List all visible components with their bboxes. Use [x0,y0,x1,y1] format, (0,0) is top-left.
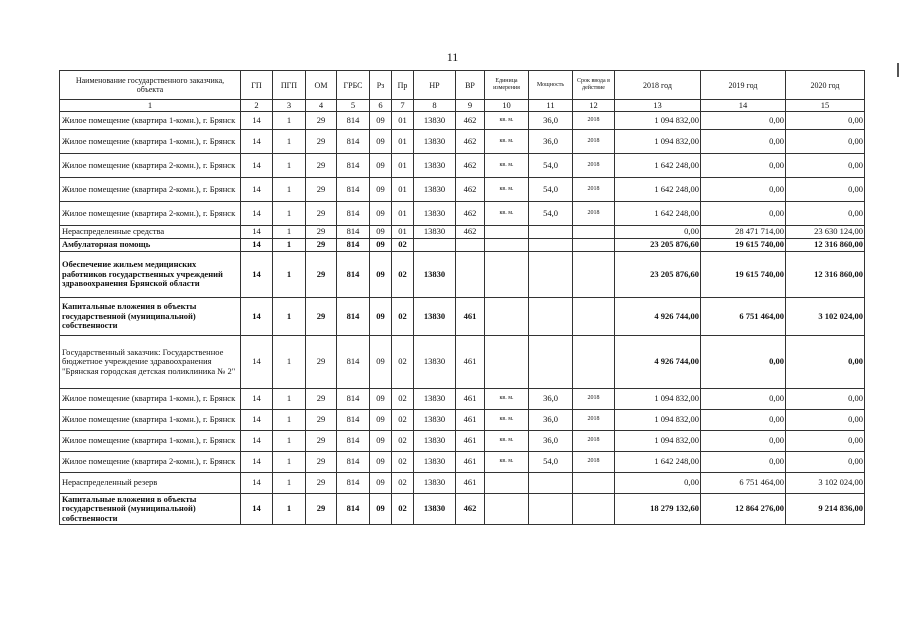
cell-pgp: 1 [273,130,306,154]
cell-vr: 461 [456,298,485,336]
column-header-y2018: 2018 год [615,71,701,100]
cell-unit: кв. м. [485,431,529,452]
cell-rz: 09 [370,154,392,178]
cell-y2020: 0,00 [786,154,865,178]
column-number: 6 [370,100,392,112]
cell-commission-year [573,473,615,494]
cell-unit: кв. м. [485,178,529,202]
cell-y2020: 0,00 [786,452,865,473]
cell-name: Жилое помещение (квартира 2-комн.), г. Брянск [60,452,241,473]
cell-pgp: 1 [273,431,306,452]
cell-commission-year: 2018 [573,410,615,431]
cell-y2019: 0,00 [701,130,786,154]
cell-pgp: 1 [273,252,306,298]
table-row [60,252,865,298]
cell-commission-year: 2018 [573,154,615,178]
cell-y2019: 0,00 [701,336,786,389]
cell-y2018: 1 642 248,00 [615,154,701,178]
cell-capacity: 54,0 [529,452,573,473]
table-row [60,494,865,525]
column-number: 10 [485,100,529,112]
table-row [60,154,865,178]
cell-nr: 13830 [414,154,456,178]
column-number: 4 [306,100,337,112]
cell-name: Жилое помещение (квартира 1-комн.), г. Брянск [60,431,241,452]
cell-y2020: 23 630 124,00 [786,226,865,239]
table-row [60,410,865,431]
cell-y2020: 0,00 [786,178,865,202]
table-row [60,473,865,494]
cell-vr [456,252,485,298]
cell-pr: 02 [392,252,414,298]
cell-name: Жилое помещение (квартира 1-комн.), г. Брянск [60,410,241,431]
cell-gp: 14 [241,178,273,202]
cell-name: Жилое помещение (квартира 1-комн.), г. Брянск [60,389,241,410]
cell-gp: 14 [241,252,273,298]
cell-y2019: 19 615 740,00 [701,239,786,252]
table-row [60,298,865,336]
cell-om: 29 [306,410,337,431]
cell-name: Жилое помещение (квартира 2-комн.), г. Брянск [60,178,241,202]
cell-grbs: 814 [337,336,370,389]
cell-unit: кв. м. [485,112,529,130]
cell-pr: 02 [392,389,414,410]
cell-pgp: 1 [273,178,306,202]
cell-nr: 13830 [414,252,456,298]
cell-unit [485,298,529,336]
cell-capacity: 36,0 [529,431,573,452]
cell-om: 29 [306,336,337,389]
column-header-pgp: ПГП [273,71,306,100]
cell-gp: 14 [241,431,273,452]
cell-om: 29 [306,452,337,473]
cell-y2018: 1 094 832,00 [615,389,701,410]
table-row [60,431,865,452]
column-header-y2019: 2019 год [701,71,786,100]
cell-vr: 462 [456,130,485,154]
cell-grbs: 814 [337,494,370,525]
cell-commission-year [573,226,615,239]
cell-grbs: 814 [337,154,370,178]
cell-capacity: 36,0 [529,130,573,154]
cell-name: Жилое помещение (квартира 2-комн.), г. Брянск [60,154,241,178]
page-number: 11 [446,50,459,64]
cell-capacity: 36,0 [529,410,573,431]
cell-nr: 13830 [414,202,456,226]
cell-y2018: 1 094 832,00 [615,410,701,431]
cell-capacity: 36,0 [529,112,573,130]
cell-unit [485,252,529,298]
page-edge-mark [897,63,899,77]
cell-vr: 461 [456,336,485,389]
cell-nr: 13830 [414,389,456,410]
cell-unit: кв. м. [485,389,529,410]
cell-gp: 14 [241,202,273,226]
cell-grbs: 814 [337,130,370,154]
cell-rz: 09 [370,130,392,154]
cell-grbs: 814 [337,252,370,298]
table-row [60,226,865,239]
cell-capacity [529,226,573,239]
cell-nr: 13830 [414,178,456,202]
cell-pr: 02 [392,336,414,389]
cell-grbs: 814 [337,226,370,239]
cell-om: 29 [306,239,337,252]
cell-gp: 14 [241,112,273,130]
cell-nr: 13830 [414,494,456,525]
cell-y2020: 9 214 836,00 [786,494,865,525]
cell-commission-year: 2018 [573,389,615,410]
cell-pgp: 1 [273,298,306,336]
cell-rz: 09 [370,252,392,298]
cell-pgp: 1 [273,389,306,410]
cell-grbs: 814 [337,452,370,473]
cell-y2020: 12 316 860,00 [786,239,865,252]
cell-grbs: 814 [337,410,370,431]
cell-commission-year: 2018 [573,431,615,452]
cell-gp: 14 [241,473,273,494]
cell-y2018: 4 926 744,00 [615,336,701,389]
cell-rz: 09 [370,298,392,336]
cell-nr: 13830 [414,431,456,452]
cell-commission-year: 2018 [573,202,615,226]
cell-y2019: 0,00 [701,431,786,452]
cell-y2020: 0,00 [786,202,865,226]
cell-gp: 14 [241,336,273,389]
cell-om: 29 [306,473,337,494]
cell-commission-year: 2018 [573,130,615,154]
column-number: 1 [60,100,241,112]
cell-commission-year: 2018 [573,452,615,473]
cell-gp: 14 [241,452,273,473]
cell-grbs: 814 [337,473,370,494]
cell-om: 29 [306,112,337,130]
cell-name: Жилое помещение (квартира 2-комн.), г. Брянск [60,202,241,226]
cell-y2018: 1 094 832,00 [615,112,701,130]
cell-rz: 09 [370,431,392,452]
cell-capacity: 54,0 [529,202,573,226]
cell-nr: 13830 [414,336,456,389]
cell-y2018: 0,00 [615,473,701,494]
column-header-unit: Единица измерения [485,71,529,100]
cell-grbs: 814 [337,178,370,202]
cell-pgp: 1 [273,473,306,494]
cell-y2018: 4 926 744,00 [615,298,701,336]
cell-name: Жилое помещение (квартира 1-комн.), г. Брянск [60,130,241,154]
cell-nr: 13830 [414,226,456,239]
cell-om: 29 [306,130,337,154]
cell-rz: 09 [370,452,392,473]
cell-vr: 461 [456,410,485,431]
cell-nr: 13830 [414,452,456,473]
cell-name: Амбулаторная помощь [60,239,241,252]
table-row [60,178,865,202]
column-number: 15 [786,100,865,112]
cell-name: Нераспределенный резерв [60,473,241,494]
table-row [60,389,865,410]
cell-grbs: 814 [337,298,370,336]
cell-gp: 14 [241,410,273,431]
cell-grbs: 814 [337,431,370,452]
cell-pgp: 1 [273,410,306,431]
table-row [60,336,865,389]
cell-commission-year [573,298,615,336]
cell-pr: 01 [392,112,414,130]
column-header-nr: НР [414,71,456,100]
cell-grbs: 814 [337,202,370,226]
cell-om: 29 [306,178,337,202]
table-row [60,452,865,473]
cell-capacity: 54,0 [529,178,573,202]
cell-pgp: 1 [273,336,306,389]
cell-y2018: 23 205 876,60 [615,239,701,252]
cell-pgp: 1 [273,494,306,525]
column-header-rz: Рз [370,71,392,100]
cell-y2020: 12 316 860,00 [786,252,865,298]
cell-pr: 01 [392,202,414,226]
cell-om: 29 [306,202,337,226]
cell-pr: 02 [392,239,414,252]
cell-y2019: 0,00 [701,452,786,473]
cell-om: 29 [306,298,337,336]
cell-unit [485,473,529,494]
cell-vr: 461 [456,452,485,473]
column-header-gp: ГП [241,71,273,100]
cell-om: 29 [306,154,337,178]
cell-y2019: 0,00 [701,112,786,130]
column-number: 12 [573,100,615,112]
column-number: 3 [273,100,306,112]
cell-vr: 462 [456,226,485,239]
cell-y2019: 28 471 714,00 [701,226,786,239]
table-row [60,112,865,130]
cell-pgp: 1 [273,452,306,473]
cell-y2018: 18 279 132,60 [615,494,701,525]
cell-y2018: 1 094 832,00 [615,130,701,154]
cell-rz: 09 [370,389,392,410]
cell-pr: 02 [392,452,414,473]
cell-gp: 14 [241,389,273,410]
cell-nr [414,239,456,252]
table-header-row [60,71,865,100]
cell-pr: 01 [392,154,414,178]
cell-unit [485,239,529,252]
cell-vr: 461 [456,389,485,410]
cell-pgp: 1 [273,112,306,130]
cell-unit: кв. м. [485,452,529,473]
cell-pgp: 1 [273,239,306,252]
cell-nr: 13830 [414,473,456,494]
cell-pr: 02 [392,473,414,494]
cell-vr: 462 [456,202,485,226]
table-row [60,202,865,226]
cell-rz: 09 [370,112,392,130]
cell-vr: 462 [456,494,485,525]
column-number: 7 [392,100,414,112]
cell-nr: 13830 [414,410,456,431]
column-number: 9 [456,100,485,112]
cell-y2019: 6 751 464,00 [701,473,786,494]
cell-gp: 14 [241,154,273,178]
cell-name: Обеспечение жильем медицинских работников государственных учреждений здравоохранения Брянской области [60,252,241,298]
cell-rz: 09 [370,494,392,525]
cell-rz: 09 [370,226,392,239]
cell-vr: 461 [456,431,485,452]
cell-grbs: 814 [337,112,370,130]
cell-capacity [529,239,573,252]
cell-y2020: 0,00 [786,431,865,452]
cell-name: Государственный заказчик: Государственное бюджетное учреждение здравоохранения "Брянская городская детская поликлиника № 2" [60,336,241,389]
cell-y2018: 1 642 248,00 [615,178,701,202]
cell-rz: 09 [370,178,392,202]
cell-rz: 09 [370,239,392,252]
cell-commission-year: 2018 [573,178,615,202]
cell-y2018: 1 642 248,00 [615,202,701,226]
cell-y2020: 0,00 [786,410,865,431]
cell-y2019: 0,00 [701,202,786,226]
cell-capacity [529,252,573,298]
column-number: 2 [241,100,273,112]
cell-nr: 13830 [414,130,456,154]
cell-unit [485,494,529,525]
cell-pr: 02 [392,410,414,431]
cell-rz: 09 [370,473,392,494]
column-header-commission-year: Срок ввода в действие [573,71,615,100]
column-header-pr: Пр [392,71,414,100]
cell-name: Нераспределенные средства [60,226,241,239]
cell-om: 29 [306,226,337,239]
cell-vr: 462 [456,178,485,202]
cell-capacity: 54,0 [529,154,573,178]
cell-rz: 09 [370,336,392,389]
cell-unit: кв. м. [485,410,529,431]
column-number: 8 [414,100,456,112]
cell-pr: 01 [392,130,414,154]
cell-y2019: 0,00 [701,389,786,410]
budget-table [59,70,865,525]
cell-om: 29 [306,431,337,452]
column-number: 11 [529,100,573,112]
cell-commission-year [573,239,615,252]
cell-pgp: 1 [273,202,306,226]
column-header-y2020: 2020 год [786,71,865,100]
cell-capacity [529,494,573,525]
cell-unit [485,336,529,389]
cell-y2020: 0,00 [786,130,865,154]
column-number: 14 [701,100,786,112]
cell-y2020: 3 102 024,00 [786,473,865,494]
cell-nr: 13830 [414,112,456,130]
cell-y2019: 0,00 [701,410,786,431]
cell-pgp: 1 [273,226,306,239]
cell-vr: 462 [456,112,485,130]
cell-om: 29 [306,252,337,298]
column-header-capacity: Мощность [529,71,573,100]
cell-gp: 14 [241,226,273,239]
cell-pr: 02 [392,494,414,525]
cell-capacity [529,336,573,389]
cell-commission-year [573,494,615,525]
cell-nr: 13830 [414,298,456,336]
cell-pgp: 1 [273,154,306,178]
cell-y2020: 0,00 [786,336,865,389]
column-number: 5 [337,100,370,112]
cell-y2019: 19 615 740,00 [701,252,786,298]
cell-vr: 462 [456,154,485,178]
cell-commission-year: 2018 [573,112,615,130]
cell-commission-year [573,336,615,389]
cell-grbs: 814 [337,239,370,252]
cell-rz: 09 [370,202,392,226]
cell-y2019: 6 751 464,00 [701,298,786,336]
cell-y2018: 0,00 [615,226,701,239]
cell-y2019: 0,00 [701,154,786,178]
cell-y2020: 0,00 [786,389,865,410]
column-header-vr: ВР [456,71,485,100]
cell-y2018: 1 094 832,00 [615,431,701,452]
column-number: 13 [615,100,701,112]
cell-y2020: 0,00 [786,112,865,130]
cell-gp: 14 [241,298,273,336]
cell-gp: 14 [241,130,273,154]
table-row [60,239,865,252]
cell-y2019: 12 864 276,00 [701,494,786,525]
cell-capacity [529,473,573,494]
cell-name: Капитальные вложения в объекты государственной (муниципальной) собственности [60,298,241,336]
cell-unit: кв. м. [485,130,529,154]
cell-y2018: 23 205 876,60 [615,252,701,298]
cell-y2020: 3 102 024,00 [786,298,865,336]
cell-commission-year [573,252,615,298]
cell-unit: кв. м. [485,202,529,226]
column-number-row [60,100,865,112]
column-header-om: ОМ [306,71,337,100]
cell-vr: 461 [456,473,485,494]
cell-y2019: 0,00 [701,178,786,202]
column-header-name: Наименование государственного заказчика, объекта [60,71,241,100]
cell-gp: 14 [241,239,273,252]
cell-pr: 02 [392,431,414,452]
cell-unit [485,226,529,239]
cell-om: 29 [306,389,337,410]
cell-pr: 01 [392,178,414,202]
cell-grbs: 814 [337,389,370,410]
column-header-grbs: ГРБС [337,71,370,100]
cell-rz: 09 [370,410,392,431]
cell-name: Капитальные вложения в объекты государственной (муниципальной) собственности [60,494,241,525]
cell-capacity: 36,0 [529,389,573,410]
cell-pr: 01 [392,226,414,239]
cell-pr: 02 [392,298,414,336]
cell-unit: кв. м. [485,154,529,178]
cell-y2018: 1 642 248,00 [615,452,701,473]
cell-vr [456,239,485,252]
cell-name: Жилое помещение (квартира 1-комн.), г. Брянск [60,112,241,130]
cell-capacity [529,298,573,336]
cell-om: 29 [306,494,337,525]
cell-gp: 14 [241,494,273,525]
table-row [60,130,865,154]
